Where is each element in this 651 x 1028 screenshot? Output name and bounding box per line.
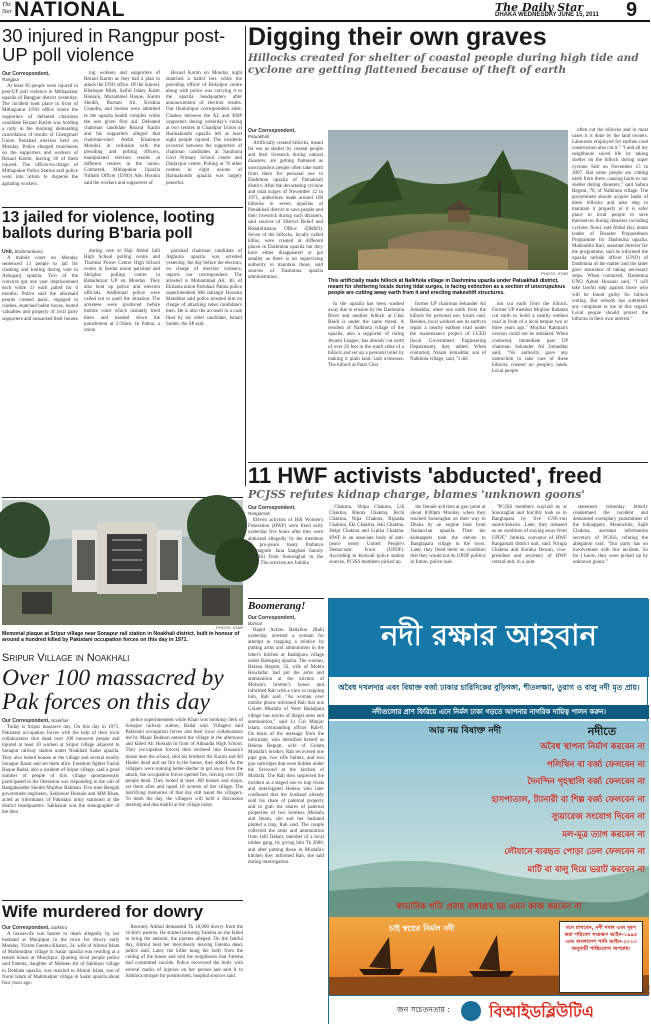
byline-place: Satkhira	[50, 924, 68, 930]
byline	[2, 71, 78, 83]
body-text: Rapid Action Battalion (Rab) yesterday arrested a woman for attempt to trapping a relative by putting arms and ammunition in the latter's kitchen at Badalpara village under Babuganj upazila. The woman, Helana Begum, 32, wife of Mobin Howladar, had put the arms and ammunition at the kitchen of Mohsin's brother's house and informed Rab with a view to trapping him, Rab said. "As woman over mobile phone informed Rab that one Golam Mustafa of West Badalpara village has stocks of illegal arms and ammunition," said Lt Col Manjur Islam, commanding officer Rab-8. On basis of the message from the informant, who identified herself as Helena Begum, wife of Golam Mustafa's brother, Rab recovered one pipe gun, two rifle bullets, and two gun cartridges that were hidden under the firewood at the kitchen of Mustafa. The Rab then suspected the incident as a staged one to trap rivals and interrogated Helena who later confessed that her husband already sold his share of paternal property and to grab the shares of paternal properties of two brothers Mustafa and Imran, she and her husband plotted a trap, Rab said. The couple collected the arms and ammunition from Jalil Dakait, member of a local robber gang, by giving him Tk 2000, and after putting those in Mustafa's kitchen they informed Rab, she said during interrogation.	[248, 628, 324, 865]
column	[410, 302, 486, 442]
ad-line: দৈনন্দিন গৃহস্থালি বর্জ্য ফেলবেন না	[527, 777, 645, 787]
column	[2, 925, 120, 1025]
story-wife	[2, 903, 243, 1025]
body-text: In the upazila has been washed away due to erosion by the Dashmina River and another hillock at Char Haidi is under the same threat. A resident of Nalkhola village of the upazila, also a supporter of ruling Awami League, has already cut earth of over 20 feet in the south sides of a hillock and set up a personal toilet by making it plain land, said witnesses. The hillock at Patar Char	[328, 302, 404, 368]
ad-band	[329, 705, 649, 719]
byline-text: Our Correspondent,	[248, 615, 296, 621]
memorial-photo	[2, 500, 243, 625]
headline: Boomerang!	[248, 600, 306, 612]
column	[126, 925, 244, 1025]
body-text: "PCJSS members waylaid us at Sonoraghat and forcibly took us to Banglapara by five CNG-run autorickshaws. Later, they released us on condition of staying away from UPDF," Juthika, convenor of HWF Rangamati district unit, said. Nirupa Chakma and Konika Dewan, vice-president and secretary of HWF central unit, in a joint	[491, 505, 567, 565]
body-text: A mobile court on Monday sentenced 13 people to jail for clashing and looting during vote in Ashuganj upazila. Two of the convicts got one year imprisonment each while 11 each jailed for 6 months. Police said the aforesaid people created panic, engaged in clashes, snatched ballot boxes, looted valuables and property of rival party supporters and ransacked their houses	[2, 255, 78, 322]
byline-place: Rangamati	[248, 511, 270, 517]
column	[248, 505, 323, 597]
byline-text: Our Correspondent,	[2, 70, 50, 77]
ad-line: স্যুয়ারেজ সংযোগ দিবেন না	[551, 812, 645, 822]
byline-text: Our Correspondent,	[248, 505, 296, 512]
body-text: statement yesterday bitterly condemned the incident and demanded exemplary punishment of the kidnappers. Meanwhile, Sajib Chakma, assistant information secretary of PCJSS, refuting the allegation said, "Our party has no involvement with this incident. So far I know, they were picked up by unknown goons."	[572, 505, 649, 565]
biwta-logo	[461, 1001, 481, 1021]
byline-text: Our Correspondent,	[248, 128, 296, 134]
byline-place: Rangpur	[2, 76, 20, 82]
column	[492, 505, 567, 597]
byline	[248, 505, 323, 517]
ad-nitote: নদীতে	[587, 725, 617, 738]
ad-line-last: স্বাভাবিক গতি প্রবাহ বাধাগ্রস্থ হয় এমন কাজ করবেন না	[396, 902, 582, 912]
logo-line-1: The	[2, 2, 11, 8]
body-text: often cut the hillocks and in most cases it is done by the land owners. Labourers employed for earthen road construction also cut it." "I and all my neighbours saved life by taking shelter on the hillock during super cyclone Sidr on November 15 in 2007. But some people are cutting earth from there, causing harm to our shelter during disasters," said Safura Begum, 70, of Nalkhola village. The government should acquire lands of these hillocks and take step to maintain it properly or it is safer place to local people to save themselves during disasters including cyclone, flood, said Abdul Hai, imam leader of Disaster Preparedness Programme for Dashmina upazila. Mahiuddin Bari, assistant director for the programme, said he informed the upazila nirbahi officer (UNO) of Dashmina of the matter and the latter gave assurance of taking necessary steps. When contacted, Dashmina UNO Ajmol Hossain said, "I will take lawful step against those who will be found guilty for hillock cutting. But nobody has submitted any complaint to me in this regard. Local people should protect the hillocks in their own interest."	[572, 128, 649, 322]
section-title: NATIONAL	[14, 0, 125, 21]
masthead	[0, 0, 650, 22]
ad-notice-box: মনে রাখবেন, নদী দখল এবং দূষণ করা পরিবেশ সংরক্ষণ আইন-১৯৯৫ এবং বাংলাদেশ পানি আইন-২০১৩ অনুযায়ী শাস্তিযোগ্য অপরাধ।	[559, 921, 643, 993]
column	[126, 718, 244, 898]
headline: Wife murdered for dowry	[2, 902, 204, 921]
byline	[2, 249, 78, 255]
byline-text: Our Correspondent,	[2, 718, 50, 724]
body-text: Artificially created hillocks, meant for use as shelter by coastal people and their livestock during natural disasters, are getting flattened as unscrupulous people often take earth from there for personal use in Dashmina upazila of Patuakhali district. After the devastating cyclone and tidal surges of November 12 in 1971, authorities made around 100 hillocks in seven upazilas of Patuakhali district to save people and their livestock during such disasters, said sources of District Relief and Rehabilitation Office (DRRO). Seven of the hillocks, locally called killas, were created at different places in Dashmina upazila but they have either disappeared or got smaller as there is no supervising authority to maintain those, said sources of Dashmina upazila administration.	[248, 141, 323, 281]
headline: Digging their own graves	[248, 23, 547, 51]
story-graves	[248, 24, 648, 76]
body-text: At least 30 people were injured in post-UP poll violence in Mithapukur upazila of Rangpur district yesterday. The incident took place in front of Mithapukur UNO office where the supporters of defeated chairman candidate Rezaul Karim was holding a rally in the morning demanding cancellation of results of Chengmari Union Parishad election held on Monday. Police charged truncheons on the supporters and workers of Rezaul Karim, leaving 30 of them injured. The officer-in-charge of Mithapukur Police Station said police went into action to disperse the agitating workers.	[2, 84, 78, 187]
headline: Over 100 massacred by Pak forces on this day	[2, 665, 224, 715]
body-text: A housewife was beaten to death allegedly by her husband at Munjitpur in the town for dowry early Monday. Victim Fatema Khatun, 24, wife of Alimul Islam of Mahmudpur village in Sadar upazila was residing at a rented house at Munjitpur. Quoting local people police said Fatema, daughter of Mohsen Ali of Sakhipur village in Debhata upazila, was married to Alimul Islam, son of Nurul Islam of Mahmudpur village in Sadar upazila about four years ago.	[2, 931, 120, 986]
dateline: DHAKA WEDNESDAY JUNE 15, 2011	[495, 12, 599, 18]
body-text: Today is Sripur massacre day. On this day in 1971, Pakistani occupation forces with the help of their local collaborators shot dead over 100 innocent people and injured at least 10 women at Sripur village adjacent to Sonapur railway station under Noakhali Sadar upazila. They also looted houses at the village and several nearby Sonapur Bazar and set them afire. Freedom fighter Fazlul Haque Badal, also a resident of Sripur village, said a good number of people of this village spontaneously participated in the liberation war responding to the call of Bangabandhu Sheikh Mujibur Rahman. Five men Bengali government engineers, Sakhawat Hossain and MM Khan, acted as informants of Pakistani army stationed at the district headquarters. Sakhawat was the stenographer of the then	[2, 725, 120, 816]
body-text: Recently Alimul demanded Tk 10,000 dowry from the victim's parents. He started torturing Fatema as she failed to bring the amount, the parents alleged. On the fateful day, Alimul beat her mercilessly leaving Fatema dead, police said. Later, the killer hung the body from the ceiling of the house and told the neighbours that Fatema had committed suicide. Police recovered the body with several marks of injuries on her person and sent it to Satkhira morgue for postmortem, hospital sources said.	[125, 924, 243, 979]
photo-caption: Memorial plaque at Sripur village near Sonapur rail station in Noakhali district, built in honour of around a hundred killed by Pakistani occupation forces on this day in 1971.	[2, 631, 240, 644]
paper-name: The Daily Star	[495, 1, 584, 14]
ad-line: হাসপাতাল, ট্যানারী বা শিল্প বর্জ্য ফেলবেন না	[491, 794, 645, 805]
ad-footer	[329, 995, 649, 1025]
divider	[2, 207, 243, 208]
ad-line: মল-মূত্র ত্যাগ করবেন না	[562, 829, 645, 840]
ad-brand: বিআইডব্লিউটিএ	[489, 1002, 594, 1021]
column	[166, 249, 242, 409]
body-text: ing workers and supporters of Rezaul Karim as they had a plan to attack the UNO office. Of the injured, Khaleque Miah, Saiful Islam, Kabir Hossain, Mozammel Haque, Karim Sheikh, Rustam Ali, Krishna Chandra, and Suman were admitted to the upazila health complex while the rest given first aid. Defeated chairman candidate Rezaul Karim and his supporters alleged that chairman-elect Abdul Khaleque Mondol, in collusion with the presiding and polling officers, manipulated election results at different centres in the union. Contacted, Mithapukur Upazila Nirbahi Officer (UNO) Abu Horaira said the workers and supporters of	[84, 70, 160, 186]
hillock-image	[328, 130, 568, 270]
story-hwf	[248, 464, 648, 597]
byline-place: Barisal	[248, 621, 262, 627]
byline	[2, 925, 120, 931]
headline: 13 jailed for violence, looting ballots during B'baria poll	[2, 209, 215, 243]
headline: 11 HWF activists 'abducted', freed	[248, 463, 603, 488]
subheadline: PCJSS refutes kidnap charge, blames 'unknown goons'	[248, 488, 585, 502]
ad-warning: আর নয় বিষাক্ত নদী	[429, 726, 502, 736]
graves-col1	[248, 128, 323, 438]
ad-header	[329, 599, 649, 677]
page-number: 9	[626, 0, 638, 21]
body-text: during vote at Haji Abdul Jalil High School polling centre and Tharmal Power Centre High School centre in Sardar union parishad and Shrighar polling centre in Bahadurpur UP on Monday. They also beat up police and election officials, Additional police were called out to quell the situation. The arrestees were produced before mobile court which instantly tried them and handed down the punishment at 2:30am. In Pabna, a union	[84, 248, 160, 333]
body-text: Chakma, Shipu Chakma, Lili Chakma, Binota Chakma, Richi Chakma, Nipa Chakma, Bipasha Chakma, Eki Chakma, Jeki Chakma, Helpi Chakma and Lipika Chakma. HWF is an associate body of anti-peace treaty United People's Democratic Front (UPDF). According to Kotwali police station sources, PCJSS members picked up	[329, 505, 405, 565]
ad-line: পলিথিন বা বর্জ্য ফেলবেন না	[546, 759, 645, 770]
column	[2, 249, 78, 409]
ad-footer-label: জন সচেতনতায় :	[397, 1005, 450, 1014]
story-boomerang	[248, 600, 324, 1020]
ad-title: নদী রক্ষার আহবান	[381, 618, 597, 652]
column	[328, 302, 404, 442]
byline-place: Noakhali	[50, 718, 69, 723]
star-logo	[2, 2, 14, 16]
ad-line: মাটি বা বালু দিয়ে ভরাট করবেন না	[527, 864, 645, 875]
hillock-photo	[328, 130, 568, 270]
byline-text: Unb,	[2, 248, 14, 255]
photo-credit: PHOTO: STAR	[216, 625, 243, 630]
headline: 30 injured in Rangpur post-UP poll violence	[2, 25, 226, 66]
kicker: Sripur Village in Noakhali	[2, 652, 130, 664]
memorial-image	[2, 500, 243, 625]
body-text: former UP chairman Sekander Ali Jomaddar, other one earth from the hillock for personal use, locals said. Besides, local workers use its earth to repair a nearby earthen road under the maintenance project of LGED (local Government Engineering Department), they added. When contacted, Nizam Jomaddar, son of Nalkhola village, said, "I did	[410, 302, 486, 362]
byline-place: Brahmanbaria	[14, 248, 43, 254]
river-ad	[328, 598, 651, 1024]
body-text: Rezaul Karim on Monday night snatched a ballot box while the presiding officer of Bokulpur centre along with police was carrying it to the upazila headquarters after announcement of election results. Our Ibrahimpur correspondent adds: Clashes between the AL and BNP supporters during yesterday's voting at two centres in Chandpur Union of Harinakundo upazila left at least eight people injured. The incidents occurred between the supporters of chairman candidates at Sarabaria Govt Primary School centre and Durlavpur centre. Polling at 76 other centres in eight unions of Harinakundo upazila was largely peaceful.	[166, 70, 242, 186]
byline-place: Patuakhali	[248, 134, 270, 140]
body-text: the female activists at gun point at about 8:00pm Monday when they reached Sonoraghat on their way to Dhaka by an engine boat from Naniarchar upazila. Then the kidnappers took the eleven to Banglapara village in the town. Later, they freed them on condition that they would not do UPDF politics in future, police said.	[410, 505, 486, 565]
byline	[2, 718, 120, 724]
column	[492, 302, 568, 442]
photo-credit: PHOTO: STAR	[541, 271, 568, 276]
graves-col5	[572, 128, 648, 458]
ad-body-1: অবৈধ দখলদার এবং বিষাক্ত বর্জ্য ঢাকার চারিদিকের বুড়িগঙ্গা, শীতলক্ষ্যা, তুরাগ ও বালু নদী মৃত প্রায়।	[338, 683, 640, 692]
byline	[248, 615, 324, 627]
ad-line: অবৈধ স্থাপনা নির্মাণ করবেন না	[540, 742, 645, 752]
body-text: parishad chairman candidate of Atghoria upazila was arrested yesterday, the day before the election, on charge of election violence, reports our correspondent. The arrested is Mohammad Ali, 40, of Eklianta union Parishad. Pabna police superintendent Md Jahangir Hossain Matobbar said police arrested him on charge of attacking rebel candidate's men. He is also the accused in a case filed by his rebel candidate, Ismail Sarder, the SP said.	[166, 248, 242, 327]
column	[84, 249, 160, 409]
divider	[248, 598, 324, 599]
byline-text: Our Correspondent,	[2, 924, 50, 931]
ad-body-2: নদীগুলোর প্রাণ ফিরিয়ে এনে নির্মল ঢাকা গড়তে আপনার নাগরিক দায়িত্ব পালন করুন।	[372, 708, 606, 716]
column	[329, 505, 404, 597]
column	[2, 718, 120, 898]
body-text: Eleven activists of Hill Women's Federation (HWF) were freed early yesterday five hours after they were abducted allegedly by the members of pro-peace treaty Parbatya Chattagram Jana Sanghati Samity (PCJSS) from Sonoraghat in the town. The activists are Juthika	[248, 518, 324, 566]
graves-cols-below	[328, 302, 568, 442]
ad-code: GD-2736	[641, 985, 651, 994]
ad-line: লৌযানে ব্যবহৃত পোড়া তেল ফেলবেন না	[504, 847, 645, 857]
column-rule	[245, 26, 246, 486]
column	[410, 505, 485, 597]
column	[573, 505, 648, 597]
story-sripur	[2, 652, 243, 898]
ad-slogan: চাই স্বপ্নের নির্মল নদী	[389, 924, 455, 933]
subheadline: Hillocks created for shelter of coastal people during high tide and cyclone are getting flattened because of theft of earth	[248, 52, 639, 77]
divider	[2, 900, 243, 901]
logo-line-2: Star	[2, 9, 13, 15]
photo-caption: This artificially made hillock at Nalkhola village in Dashmina upazila under Patuakhali district, meant for sheltering locals during tidal surges, is facing extinction as a section of unscrupulous people are cutting away earth from it and erecting makeshift structures.	[328, 278, 566, 297]
body-text: not cut earth from the hillock. Former UP member Mojibar Rahman cut earth to build a nearby earthen road in front of a local temple two or three years ago." Mojibar Rahman's version could not be obtained. When contacted, immediate past UP chairman Sekander Ali Jomaddar said, "No authority gave any instruction to take care of these hillocks created on people's lands. Local people	[492, 302, 568, 375]
ad-lines	[459, 739, 645, 879]
story-jailed	[2, 210, 242, 409]
byline	[248, 128, 323, 140]
body-text: police superintendent while Khan was booking clerk of Sonapur railway station, Badal said. Villagers said Pakistani occupation forces and their local collaborators led by Major Bukhari entered the village in the afternoon and killed Ali Hossain in front of Ahmadia High School. They (occupation forces) then stormed into Hossain's house near the school, shot his brothers Ali Karim and Ali Haider dead and set fire to the house, they added. As the villagers were running helter-skelter to get away from the attack, the occupation forces opened fire, leaving over 100 people dead. They looted at least 300 houses and shops, set them afire and raped 10 women of the village. The horrifying memories of that day still haunt the villagers. To mark the day, the villagers will hold a discussion meeting and doa mahfil at the village today.	[125, 718, 243, 809]
